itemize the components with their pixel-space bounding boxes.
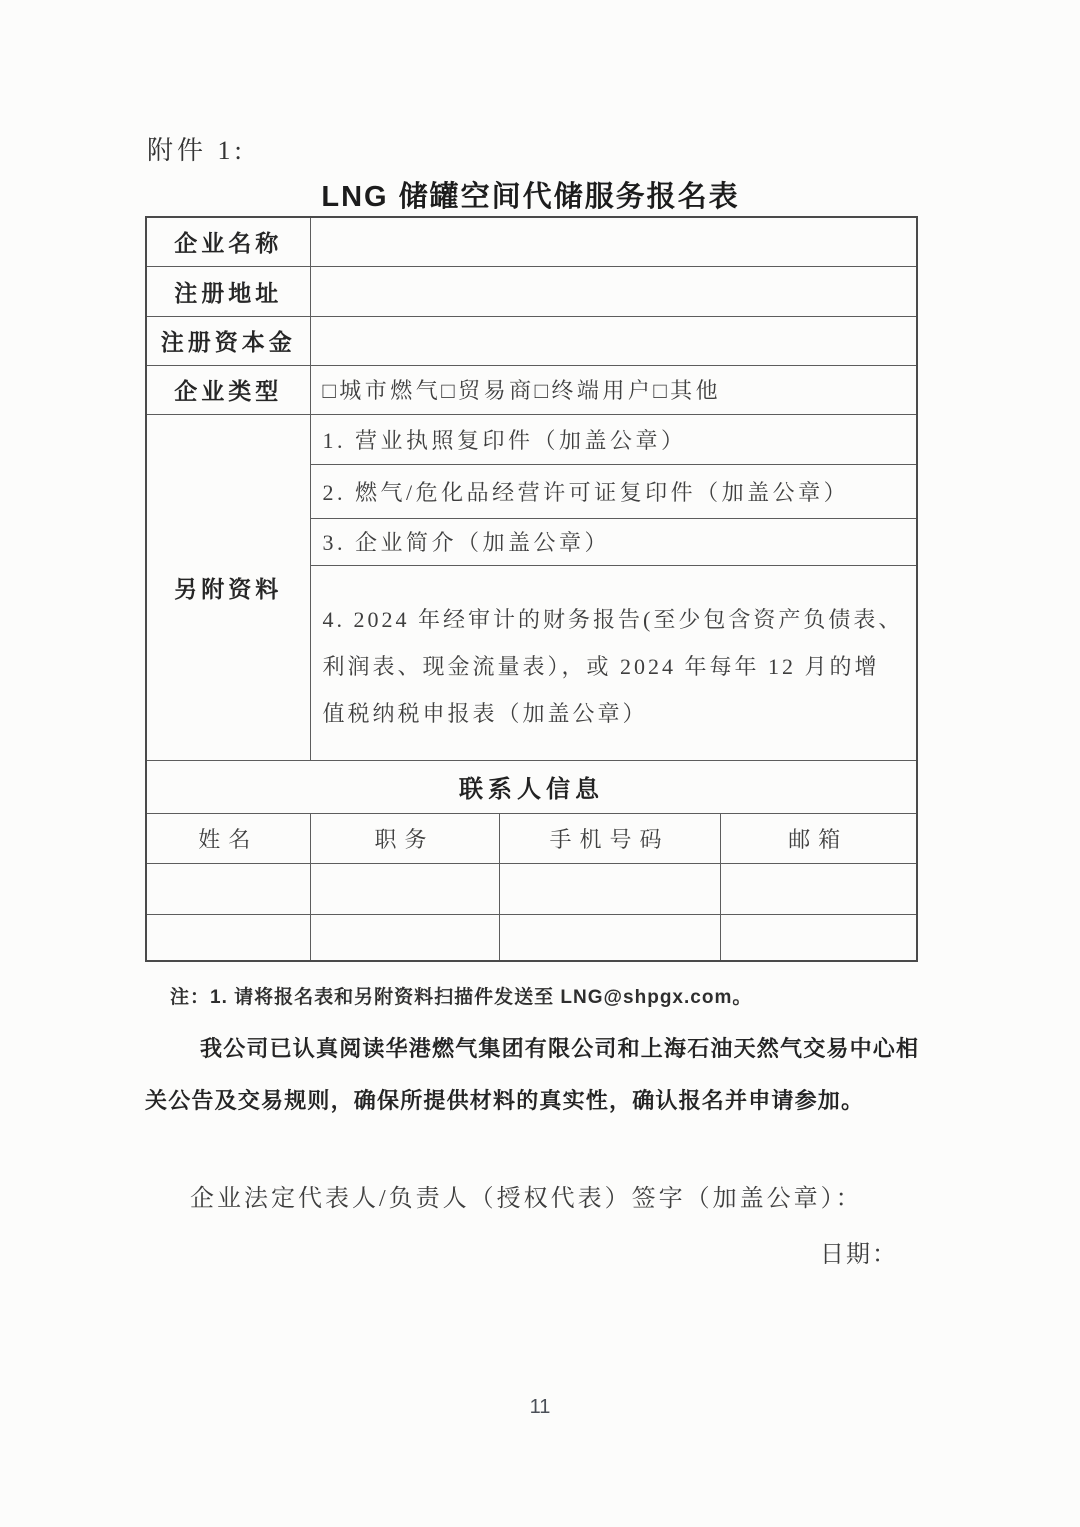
contact-cell-mobile-2	[499, 914, 720, 961]
signature-label: 企业法定代表人/负责人（授权代表）签字（加盖公章）：	[190, 1186, 863, 1212]
note-send-scan: 注：1. 请将报名表和另附资料扫描件发送至 LNG@shpgx.com。	[170, 987, 753, 1008]
table-row	[146, 217, 917, 266]
registration-form-table	[145, 216, 918, 962]
attachment-item-2: 2. 燃气/危化品经营许可证复印件（加盖公章）	[310, 464, 917, 518]
contact-cell-position-2	[310, 914, 499, 961]
attachment-item-4-line-1: 4. 2024 年经审计的财务报告(至少包含资产负债表、	[322, 607, 904, 632]
contact-header-mobile: 手机号码	[499, 813, 720, 863]
attachment-item-4-line-3: 值税纳税申报表（加盖公章）	[322, 701, 648, 726]
field-company-type-options: □城市燃气□贸易商□终端用户□其他	[310, 365, 917, 414]
table-row	[146, 914, 917, 961]
contact-header-name: 姓名	[146, 813, 310, 863]
contact-cell-mobile-1	[499, 863, 720, 914]
field-registered-capital	[310, 316, 917, 365]
table-row	[146, 316, 917, 365]
table-row	[146, 266, 917, 316]
declaration-line-1: 我公司已认真阅读华港燃气集团有限公司和上海石油天然气交易中心相	[200, 1036, 920, 1061]
row-label-additional-materials: 另附资料	[146, 414, 310, 760]
contact-cell-email-2	[720, 914, 917, 961]
row-label-company-type: 企业类型	[146, 365, 310, 414]
table-row	[146, 863, 917, 914]
row-label-company-name: 企业名称	[146, 217, 310, 266]
contact-cell-position-1	[310, 863, 499, 914]
row-label-registered-address: 注册地址	[146, 266, 310, 316]
table-row	[146, 365, 917, 414]
attachment-item-4	[310, 565, 917, 760]
table-row	[146, 813, 917, 863]
page-number: 11	[529, 1396, 551, 1418]
attachment-item-1: 1. 营业执照复印件（加盖公章）	[310, 414, 917, 464]
table-row	[146, 414, 917, 464]
contact-cell-name-1	[146, 863, 310, 914]
field-company-name	[310, 217, 917, 266]
contact-section-title: 联系人信息	[146, 760, 917, 813]
field-registered-address	[310, 266, 917, 316]
contact-header-email: 邮箱	[720, 813, 917, 863]
page-title: LNG 储罐空间代储服务报名表	[321, 181, 740, 213]
attachment-item-3: 3. 企业简介（加盖公章）	[310, 518, 917, 565]
attachment-item-4-line-2: 利润表、现金流量表），或 2024 年每年 12 月的增	[322, 654, 880, 679]
date-label: 日期：	[820, 1242, 898, 1268]
contact-cell-name-2	[146, 914, 310, 961]
row-label-registered-capital: 注册资本金	[146, 316, 310, 365]
declaration-line-2: 关公告及交易规则，确保所提供材料的真实性，确认报名并申请参加。	[145, 1088, 865, 1113]
attachment-label: 附件 1:	[147, 136, 246, 165]
contact-cell-email-1	[720, 863, 917, 914]
contact-header-position: 职务	[310, 813, 499, 863]
table-row	[146, 760, 917, 813]
